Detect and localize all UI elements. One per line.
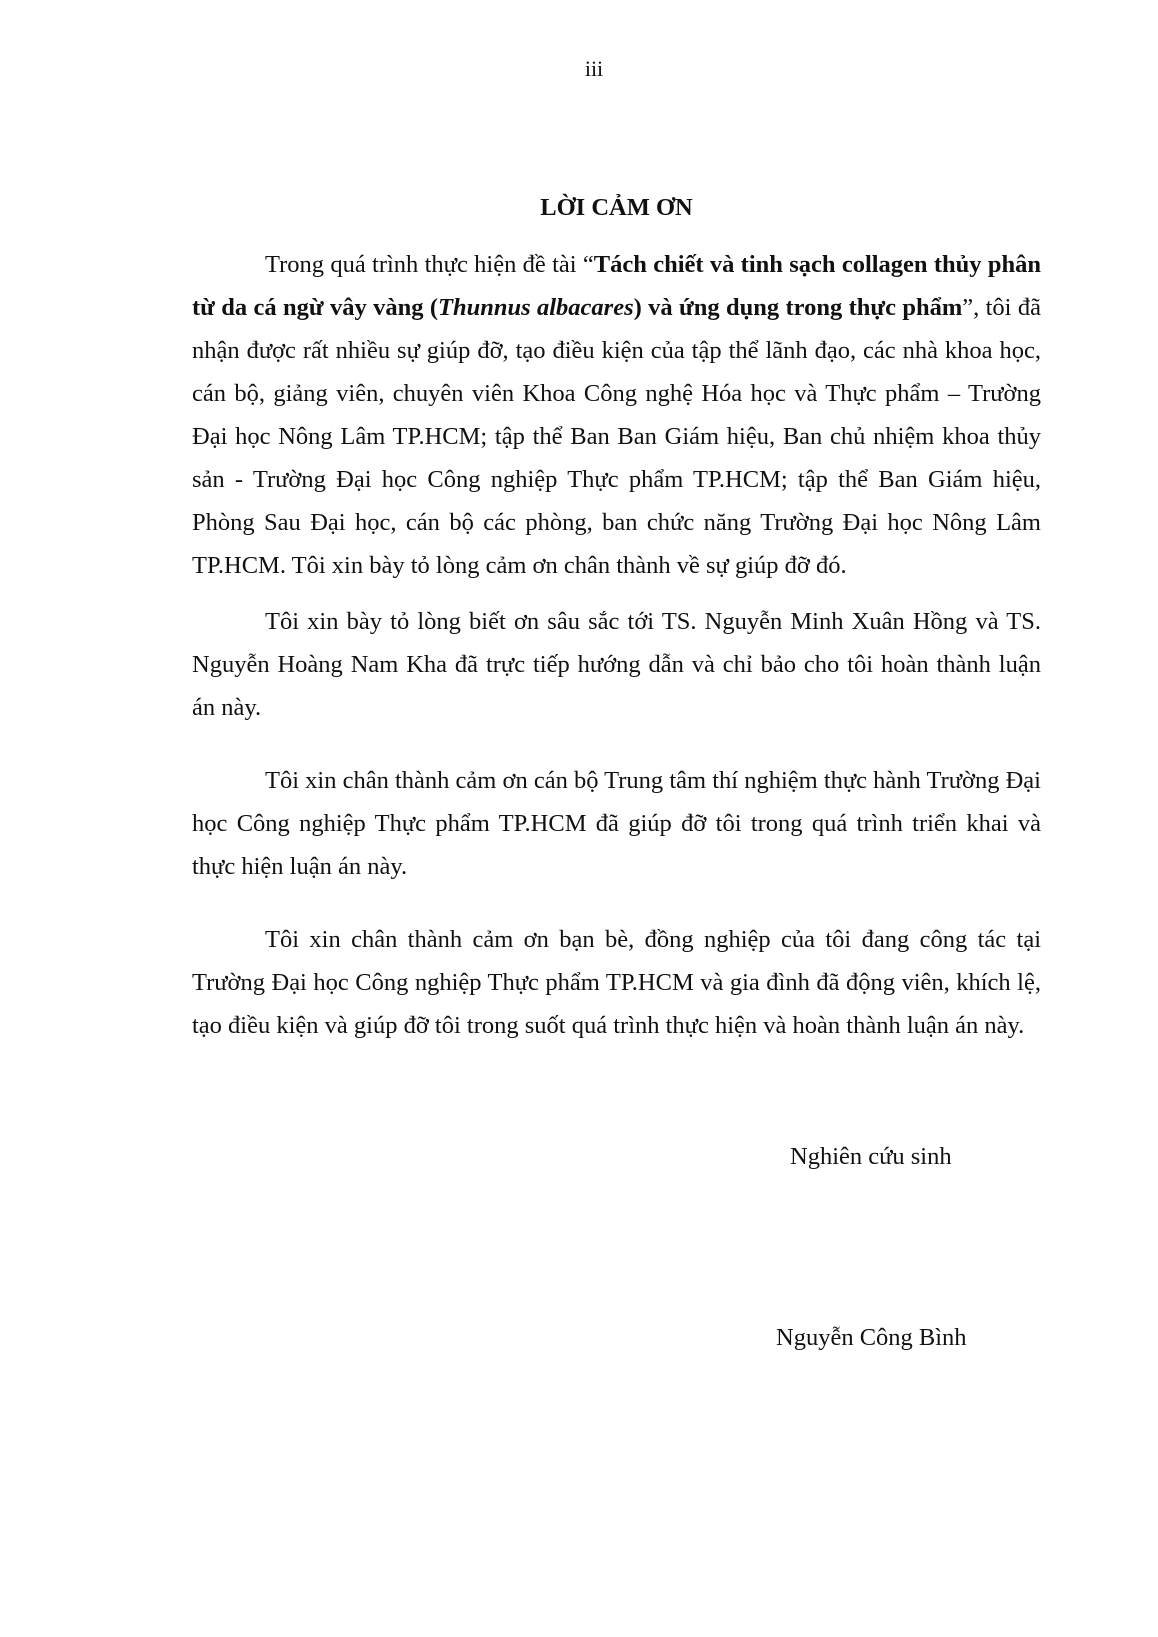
page-number: iii bbox=[584, 56, 604, 81]
paragraph-lab-center: Tôi xin chân thành cảm ơn cán bộ Trung tâm thí nghiệm thực hành Trường Đại học Công nghiệp Thực phẩm TP.HCM đã giúp đỡ tôi trong quá trình triển khai và thực hiện luận án này. bbox=[192, 767, 1041, 880]
open-quote: “ bbox=[582, 251, 594, 278]
signer-name: Nguyễn Công Bình bbox=[776, 1324, 967, 1351]
paragraph-rest-text: , tôi đã nhận được rất nhiều sự giúp đỡ, tạo điều kiện của tập thể lãnh đạo, các nhà khoa học, cán bộ, giảng viên, chuyên viên Khoa Công nghệ Hóa học và Thực phẩm – Trường Đại học Nông Lâm TP.HCM; tập thể Ban Ban Giám hiệu, Ban chủ nhiệm khoa thủy sản - Trường Đại học Công nghiệp Thực phẩm TP.HCM; tập thể Ban Giám hiệu, Phòng Sau Đại học, cán bộ các phòng, ban chức năng Trường Đại học Nông Lâm TP.HCM. Tôi xin bày tỏ lòng cảm ơn chân thành về sự giúp đỡ đó. bbox=[192, 294, 1041, 579]
page-title: LỜI CẢM ƠN bbox=[540, 194, 693, 221]
signer-role: Nghiên cứu sinh bbox=[790, 1143, 952, 1170]
thesis-title-part-a: Tách chiết và tinh sạch collagen thủy phân từ da cá ngừ vây vàng ( bbox=[192, 251, 1041, 321]
thesis-title-part-b: ) và ứng dụng trong thực phẩm bbox=[633, 294, 963, 321]
document-body bbox=[192, 186, 1041, 1047]
species-name: Thunnus albacares bbox=[437, 294, 634, 321]
paragraph-thesis-thanks bbox=[192, 243, 1041, 587]
close-quote: ” bbox=[962, 294, 974, 321]
paragraph-intro-text: Trong quá trình thực hiện đề tài bbox=[265, 251, 583, 278]
paragraph-family-friends: Tôi xin chân thành cảm ơn bạn bè, đồng nghiệp của tôi đang công tác tại Trường Đại học Công nghiệp Thực phẩm TP.HCM và gia đình đã động viên, khích lệ, tạo điều kiện và giúp đỡ tôi trong suốt quá trình thực hiện và hoàn thành luận án này. bbox=[192, 926, 1041, 1039]
paragraph-supervisors: Tôi xin bày tỏ lòng biết ơn sâu sắc tới TS. Nguyễn Minh Xuân Hồng và TS. Nguyễn Hoàng Nam Kha đã trực tiếp hướng dẫn và chỉ bảo cho tôi hoàn thành luận án này. bbox=[192, 608, 1041, 721]
